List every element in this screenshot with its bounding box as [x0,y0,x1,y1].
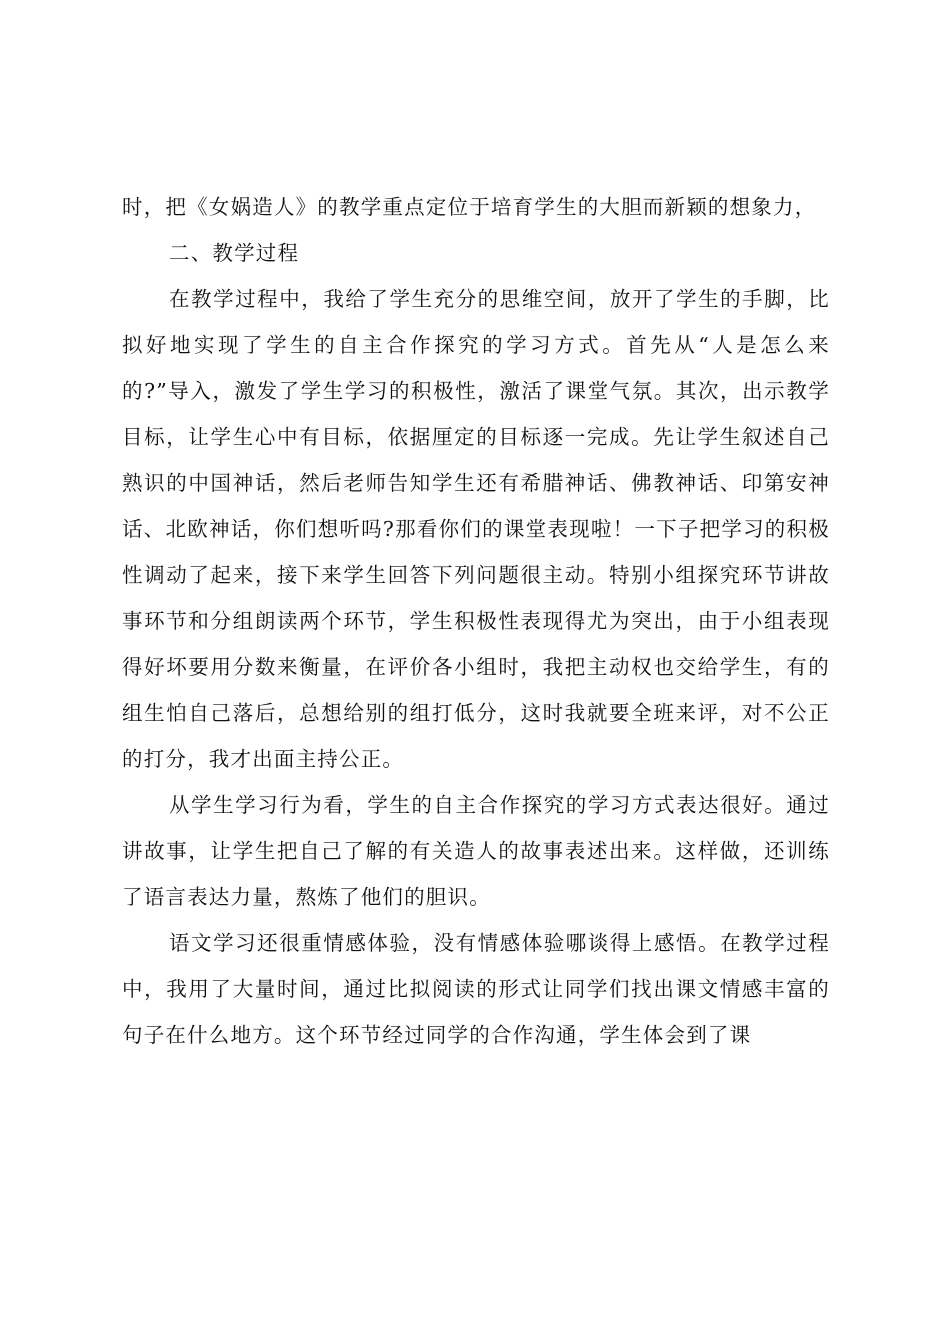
paragraph-teaching-process: 在教学过程中，我给了学生充分的思维空间，放开了学生的手脚，比拟好地实现了学生的自主合作探究的学习方式。首先从“人是怎么来的?”导入，激发了学生学习的积极性，激活了课堂气氛。其次，出示教学目标，让学生心中有目标，依据厘定的目标逐一完成。先让学生叙述自己熟识的中国神话，然后老师告知学生还有希腊神话、佛教神话、印第安神话、北欧神话，你们想听吗?那看你们的课堂表现啦！一下子把学习的积极性调动了起来，接下来学生回答下列问题很主动。特别小组探究环节讲故事环节和分组朗读两个环节，学生积极性表现得尤为突出，由于小组表现得好坏要用分数来衡量，在评价各小组时，我把主动权也交给学生，有的组生怕自己落后，总想给别的组打低分，这时我就要全班来评，对不公正的打分，我才出面主持公正。 [122,287,830,771]
paragraph-learning-behavior: 从学生学习行为看，学生的自主合作探究的学习方式表达很好。通过讲故事，让学生把自己了解的有关造人的故事表述出来。这样做，还训练了语言表达力量，熬炼了他们的胆识。 [122,793,830,909]
paragraph-continuation: 时，把《女娲造人》的教学重点定位于培育学生的大胆而新颖的想象力， [122,195,817,219]
document-body [122,184,830,1058]
section-heading: 二、教学过程 [169,241,300,265]
paragraph-emotional-experience: 语文学习还很重情感体验，没有情感体验哪谈得上感悟。在教学过程中，我用了大量时间，通过比拟阅读的形式让同学们找出课文情感丰富的句子在什么地方。这个环节经过同学的合作沟通，学生体会到了课 [122,931,830,1047]
